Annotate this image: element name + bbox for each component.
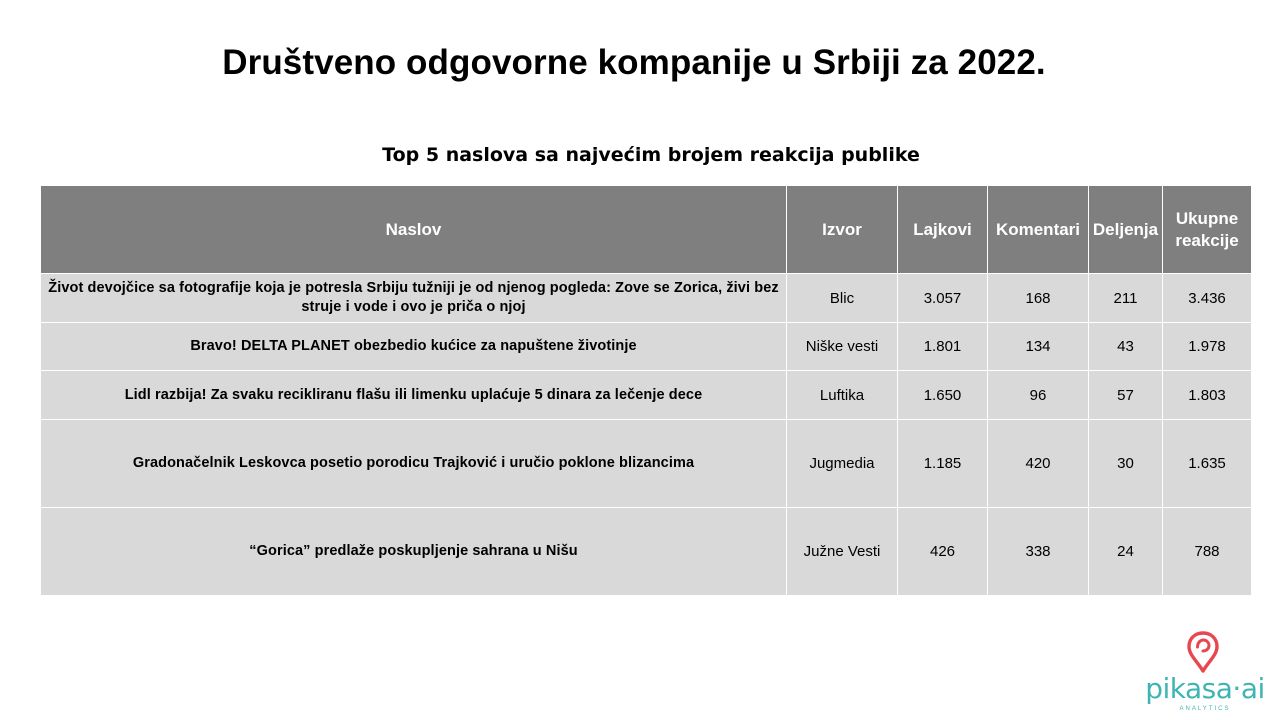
cell-ukupne: 3.436 <box>1163 274 1252 323</box>
cell-naslov: Život devojčice sa fotografije koja je potresla Srbiju tužniji je od njenog pogleda: Zove se Zorica, živi bez struje i vode i ovo je priča o njoj <box>41 274 787 323</box>
cell-lajkovi: 1.801 <box>898 323 988 371</box>
cell-naslov: Gradonačelnik Leskovca posetio porodicu Trajković i uručio poklone blizancima <box>41 420 787 508</box>
cell-deljenja: 30 <box>1089 420 1163 508</box>
cell-naslov: Lidl razbija! Za svaku recikliranu flašu ili limenku uplaćuje 5 dinara za lečenje dece <box>41 371 787 420</box>
reactions-table <box>40 185 1252 596</box>
cell-lajkovi: 1.185 <box>898 420 988 508</box>
table-row <box>41 323 1252 371</box>
table-row <box>41 508 1252 596</box>
page-title: Društveno odgovorne kompanije u Srbiji za 2022. <box>222 43 1046 82</box>
cell-ukupne: 1.978 <box>1163 323 1252 371</box>
cell-ukupne: 788 <box>1163 508 1252 596</box>
cell-izvor: Blic <box>787 274 898 323</box>
header-komentari: Komentari <box>988 186 1089 274</box>
cell-deljenja: 211 <box>1089 274 1163 323</box>
cell-komentari: 338 <box>988 508 1089 596</box>
header-naslov: Naslov <box>41 186 787 274</box>
logo-wordmark: pikasa·ai <box>1145 672 1265 705</box>
cell-lajkovi: 1.650 <box>898 371 988 420</box>
table-row <box>41 371 1252 420</box>
header-ukupne-line2: reakcije <box>1175 230 1239 250</box>
cell-deljenja: 43 <box>1089 323 1163 371</box>
cell-ukupne: 1.803 <box>1163 371 1252 420</box>
cell-deljenja: 57 <box>1089 371 1163 420</box>
cell-izvor: Niške vesti <box>787 323 898 371</box>
cell-lajkovi: 426 <box>898 508 988 596</box>
cell-komentari: 134 <box>988 323 1089 371</box>
table-subtitle: Top 5 naslova sa najvećim brojem reakcija publike <box>382 144 920 166</box>
logo-tagline: ANALYTICS <box>1179 706 1231 712</box>
cell-komentari: 420 <box>988 420 1089 508</box>
cell-izvor: Jugmedia <box>787 420 898 508</box>
table-row <box>41 274 1252 323</box>
cell-izvor: Južne Vesti <box>787 508 898 596</box>
header-izvor: Izvor <box>787 186 898 274</box>
header-lajkovi: Lajkovi <box>898 186 988 274</box>
cell-komentari: 96 <box>988 371 1089 420</box>
cell-izvor: Luftika <box>787 371 898 420</box>
table-row <box>41 420 1252 508</box>
cell-naslov: “Gorica” predlaže poskupljenje sahrana u Nišu <box>41 508 787 596</box>
cell-naslov: Bravo! DELTA PLANET obezbedio kućice za napuštene životinje <box>41 323 787 371</box>
pikasa-logo <box>1140 630 1270 715</box>
cell-ukupne: 1.635 <box>1163 420 1252 508</box>
cell-komentari: 168 <box>988 274 1089 323</box>
pin-logo-icon <box>1186 630 1220 674</box>
header-ukupne-line1: Ukupne <box>1175 208 1239 228</box>
cell-deljenja: 24 <box>1089 508 1163 596</box>
header-deljenja: Deljenja <box>1089 186 1163 274</box>
table-header-row <box>41 186 1252 274</box>
cell-lajkovi: 3.057 <box>898 274 988 323</box>
header-ukupne-reakcije <box>1163 186 1252 274</box>
